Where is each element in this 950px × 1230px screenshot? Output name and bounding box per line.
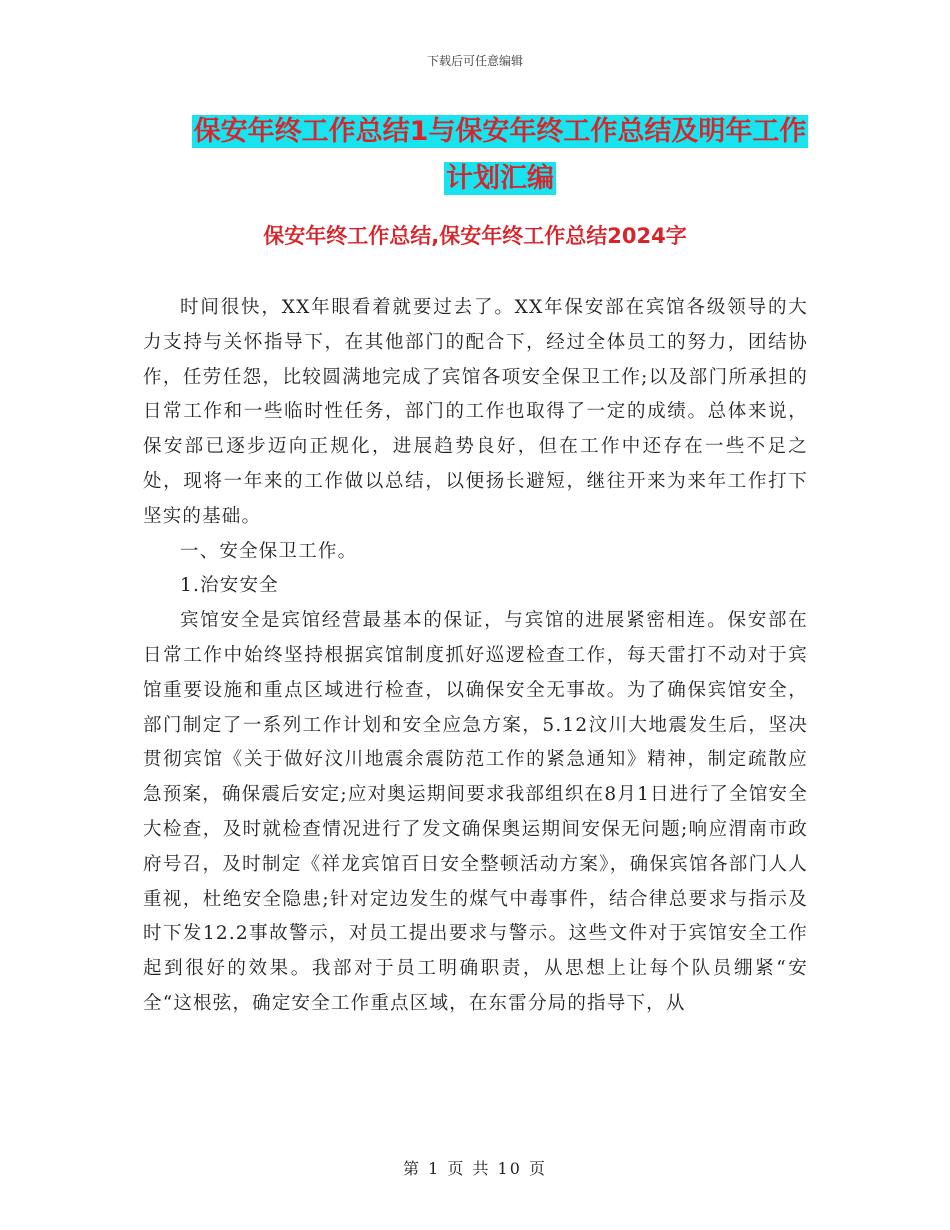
body-heading-subsection-1-1: 1.治安安全 (180, 575, 279, 597)
body-heading-section-1: 一、安全保卫工作。 (180, 540, 358, 562)
document-title (120, 108, 880, 202)
body-paragraph-intro: 时间很快，XX年眼看着就要过去了。XX年保安部在宾馆各级领导的大力支持与关怀指导下，在其他部门的配合下，经过全体员工的努力，团结协作，任劳任怨，比较圆满地完成了宾馆各项安全保卫工作;以及部门所承担的日常工作和一些临时性任务，部门的工作也取得了一定的成绩。总体来说，保安部已逐步迈向正规化，进展趋势良好，但在工作中还存在一些不足之处，现将一年来的工作做以总结，以便扬长避短，继往开来为来年工作打下坚实的基础。 (143, 297, 808, 527)
document-body (143, 291, 808, 1022)
body-paragraph-security: 宾馆安全是宾馆经营最基本的保证，与宾馆的进展紧密相连。保安部在日常工作中始终坚持根据宾馆制度抓好巡逻检查工作，每天雷打不动对于宾馆重要设施和重点区域进行检查，以确保安全无事故。为了确保宾馆安全，部门制定了一系列工作计划和安全应急方案，5.12汶川大地震发生后，坚决贯彻宾馆《关于做好汶川地震余震防范工作的紧急通知》精神，制定疏散应急预案，确保震后安定;应对奥运期间要求我部组织在8月1日进行了全馆安全大检查，及时就检查情况进行了发文确保奥运期间安保无问题;响应渭南市政府号召，及时制定《祥龙宾馆百日安全整顿活动方案》，确保宾馆各部门人人重视，杜绝安全隐患;针对定边发生的煤气中毒事件，结合律总要求与指示及时下发12.2事故警示，对员工提出要求与警示。这些文件对于宾馆安全工作起到很好的效果。我部对于员工明确职责，从思想上让每个队员绷紧“安全“这根弦，确定安全工作重点区域，在东雷分局的指导下，从 (143, 610, 808, 1014)
document-title-line-2: 计划汇编 (446, 163, 554, 194)
page-number-footer: 第 1 页 共 10 页 (403, 1159, 547, 1178)
page-header-note: 下载后可任意编辑 (426, 54, 523, 68)
document-subtitle: 保安年终工作总结,保安年终工作总结2024字 (263, 224, 687, 248)
document-title-line-1: 保安年终工作总结1与保安年终工作总结及明年工作 (193, 116, 807, 147)
